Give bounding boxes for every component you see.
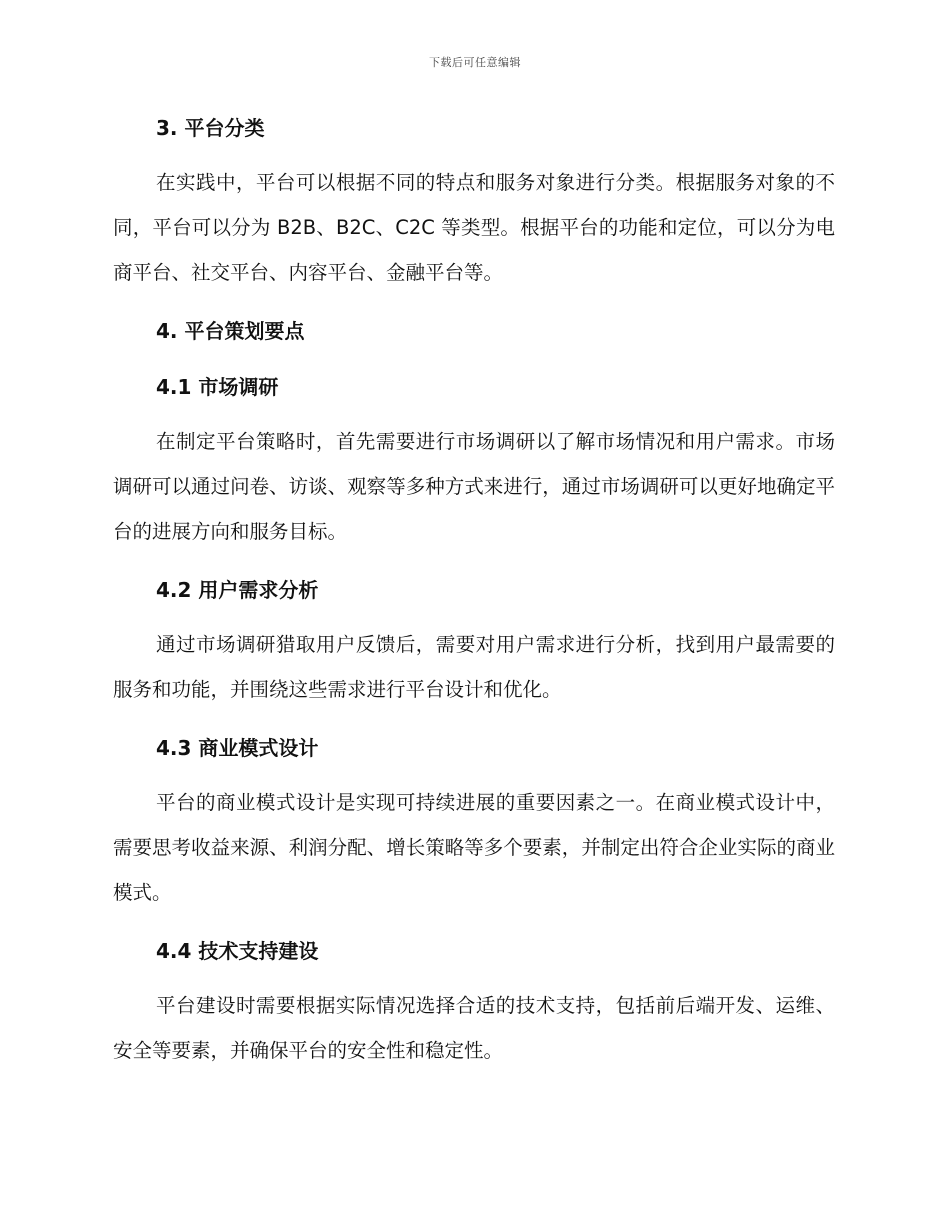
section-heading-4-1: 4.1 市场调研	[156, 375, 279, 399]
section-heading-3: 3. 平台分类	[156, 116, 265, 140]
section-heading-4-3: 4.3 商业模式设计	[156, 736, 319, 760]
section-heading-4-4: 4.4 技术支持建设	[156, 939, 319, 963]
document-body	[113, 110, 835, 1073]
section-heading-4-2: 4.2 用户需求分析	[156, 578, 319, 602]
section-heading-4: 4. 平台策划要点	[156, 319, 305, 343]
section-paragraph-4-3: 平台的商业模式设计是实现可持续进展的重要因素之一。在商业模式设计中，需要思考收益来源、利润分配、增长策略等多个要素，并制定出符合企业实际的商业模式。	[113, 791, 835, 904]
section-paragraph-4-4: 平台建设时需要根据实际情况选择合适的技术支持，包括前后端开发、运维、安全等要素，并确保平台的安全性和稳定性。	[113, 994, 835, 1062]
section-paragraph-4-2: 通过市场调研猎取用户反馈后，需要对用户需求进行分析，找到用户最需要的服务和功能，并围绕这些需求进行平台设计和优化。	[113, 633, 835, 701]
header-note: 下载后可任意编辑	[429, 56, 521, 69]
section-paragraph-3: 在实践中，平台可以根据不同的特点和服务对象进行分类。根据服务对象的不同，平台可以分为 B2B、B2C、C2C 等类型。根据平台的功能和定位，可以分为电商平台、社交平台、内容平台、金融平台等。	[113, 171, 835, 284]
section-paragraph-4-1: 在制定平台策略时，首先需要进行市场调研以了解市场情况和用户需求。市场调研可以通过问卷、访谈、观察等多种方式来进行，通过市场调研可以更好地确定平台的进展方向和服务目标。	[113, 430, 835, 543]
